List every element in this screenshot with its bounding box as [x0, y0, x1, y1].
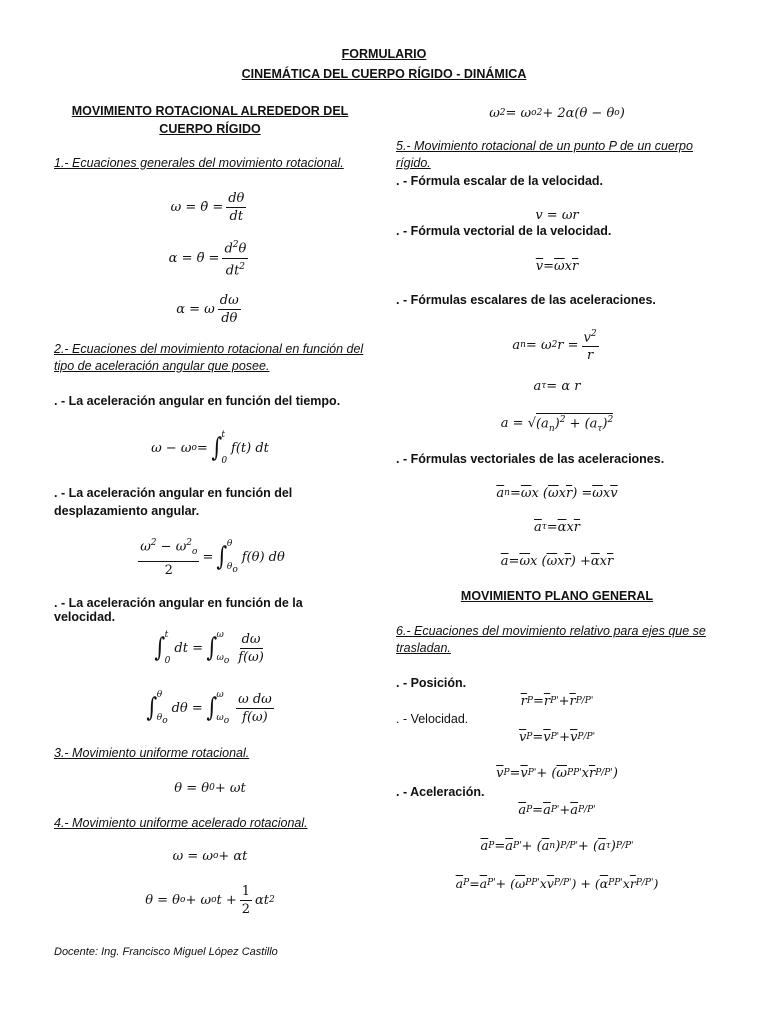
eq-aceleracion-3: $\overline{a}$ P = $\overline{a}$ P' + ( $\overline{\omega}$ PP' x $\overline{v}$ P/P' ) + ( $\overline{\alpha}$ PP' x $\overline{r}$ P/P' ): [455, 875, 659, 891]
eq-acc-vel-1: ∫ t 0 dt = ∫ ω $\omega_o$ $\frac{d\omega}{f(\omega)}$: [154, 630, 264, 666]
label-acc-desp: . - La aceleración angular en función del desplazamiento angular.: [54, 486, 293, 518]
eq-aceleracion-2: $\overline{a}$ P = $\overline{a}$ P' + ( $\overline{a}$ n ) P/P' + ( $\overline{a}$ τ ) P/P': [480, 838, 634, 854]
eq-omega-squared: ω 2 = ω o 2 + 2α(θ − θ o ): [489, 105, 625, 121]
eq-acc-tiempo: ω − ω o = ∫ t 0 f(t) dt: [151, 430, 269, 466]
eq-omega-def: ω = θ̇ = $\frac{d\theta}{dt}$: [170, 190, 245, 224]
eq-acc-tangencial: a τ = α r: [533, 378, 581, 394]
eq-acc-normal: a n = ω 2 r = $\frac{v^2}{r}$: [512, 328, 597, 364]
section-1-title: 1.- Ecuaciones generales del movimiento rotacional.: [54, 156, 344, 170]
left-heading-line1: MOVIMIENTO ROTACIONAL ALREDEDOR DEL: [71, 104, 349, 118]
eq-alpha-omega: α = ω $\frac{d\omega}{d\theta}$: [176, 292, 239, 326]
eq-acc-vel-2: ∫ θ $\theta_o$ dθ = ∫ ω $\omega_o$ $\frac{\text{ω dω}}{f(\omega)}$: [146, 690, 272, 726]
section-6-title: 6.- Ecuaciones del movimiento relativo para ejes que se trasladan.: [396, 624, 706, 655]
section-2-title: 2.- Ecuaciones del movimiento rotacional en función del tipo de aceleración angular que posee.: [54, 342, 364, 373]
label-acc-tiempo: . - La aceleración angular en función del tiempo.: [54, 394, 341, 408]
label-aceleracion: . - Aceleración.: [396, 785, 485, 799]
eq-uniforme-acel-1: ω = ω o + αt: [172, 848, 248, 864]
label-acc-vectoriales: . - Fórmulas vectoriales de las aceleraciones.: [396, 452, 665, 466]
eq-uniforme-acel-2: θ = θ o + ω o t + $\frac{1}{2}$ αt 2: [145, 883, 275, 917]
eq-acc-total: a = √ $(a_n)^2 + (a_\tau)^2$: [500, 414, 614, 434]
eq-acc-desp: $\frac{\omega^2 - \omega^2_o}{2}$ = ∫ θ $\theta_o$ f(θ) dθ: [140, 538, 285, 578]
label-vel-escalar: . - Fórmula escalar de la velocidad.: [396, 174, 604, 188]
document-subtitle: CINEMÁTICA DEL CUERPO RÍGIDO - DINÁMICA: [241, 67, 527, 81]
heading-movimiento-plano: MOVIMIENTO PLANO GENERAL: [460, 589, 654, 603]
eq-vel-vectorial: $\overline{v}$ = $\overline{\omega}$ x $\overline{r}$: [535, 258, 579, 274]
section-4-title: 4.- Movimiento uniforme acelerado rotacional.: [54, 816, 308, 830]
eq-vel-escalar: v = ωr: [535, 207, 579, 223]
eq-velocidad-2: $\overline{v}$ P = $\overline{v}$ P' + ( $\overline{\omega}$ PP' x $\overline{r}$ P/P' ): [496, 765, 618, 781]
eq-alpha-def: α = θ̈ = $\frac{d^2\theta}{dt^2}$: [168, 240, 247, 278]
eq-acc-normal-vec: $\overline{a}$ n = $\overline{\omega}$ x ( $\overline{\omega}$ x $\overline{r}$ ) = $\overline{\omega}$ x $\overline{v}$: [496, 485, 618, 501]
eq-acc-total-vec: $\overline{a}$ = $\overline{\omega}$ x ( $\overline{\omega}$ x $\overline{r}$ ) + $\overline{\alpha}$ x $\overline{r}$: [500, 553, 614, 569]
label-vel-vectorial: . - Fórmula vectorial de la velocidad.: [396, 224, 612, 238]
document-title: FORMULARIO: [341, 47, 427, 61]
eq-acc-tang-vec: $\overline{a}$ τ = $\overline{\alpha}$ x $\overline{r}$: [534, 519, 580, 535]
label-velocidad: . - Velocidad.: [396, 712, 469, 726]
section-3-title: 3.- Movimiento uniforme rotacional.: [54, 746, 250, 760]
footer-docente: Docente: Ing. Francisco Miguel López Castillo: [54, 946, 278, 958]
label-acc-vel: . - La aceleración angular en función de la velocidad.: [54, 596, 303, 624]
eq-uniforme: θ = θ 0 + ωt: [174, 780, 246, 796]
eq-velocidad-1: $\overline{v}$ P = $\overline{v}$ P' + $\overline{v}$ P/P': [518, 729, 596, 745]
eq-posicion: $\overline{r}$ P = $\overline{r}$ P' + $\overline{r}$ P/P': [520, 693, 594, 709]
section-5-title: 5.- Movimiento rotacional de un punto P de un cuerpo rígido.: [396, 139, 693, 170]
eq-aceleracion-1: $\overline{a}$ P = $\overline{a}$ P' + $\overline{a}$ P/P': [518, 802, 596, 818]
left-heading-line2: CUERPO RÍGIDO: [159, 122, 261, 136]
label-acc-escalares: . - Fórmulas escalares de las aceleraciones.: [396, 293, 656, 307]
label-posicion: . - Posición.: [396, 676, 467, 690]
